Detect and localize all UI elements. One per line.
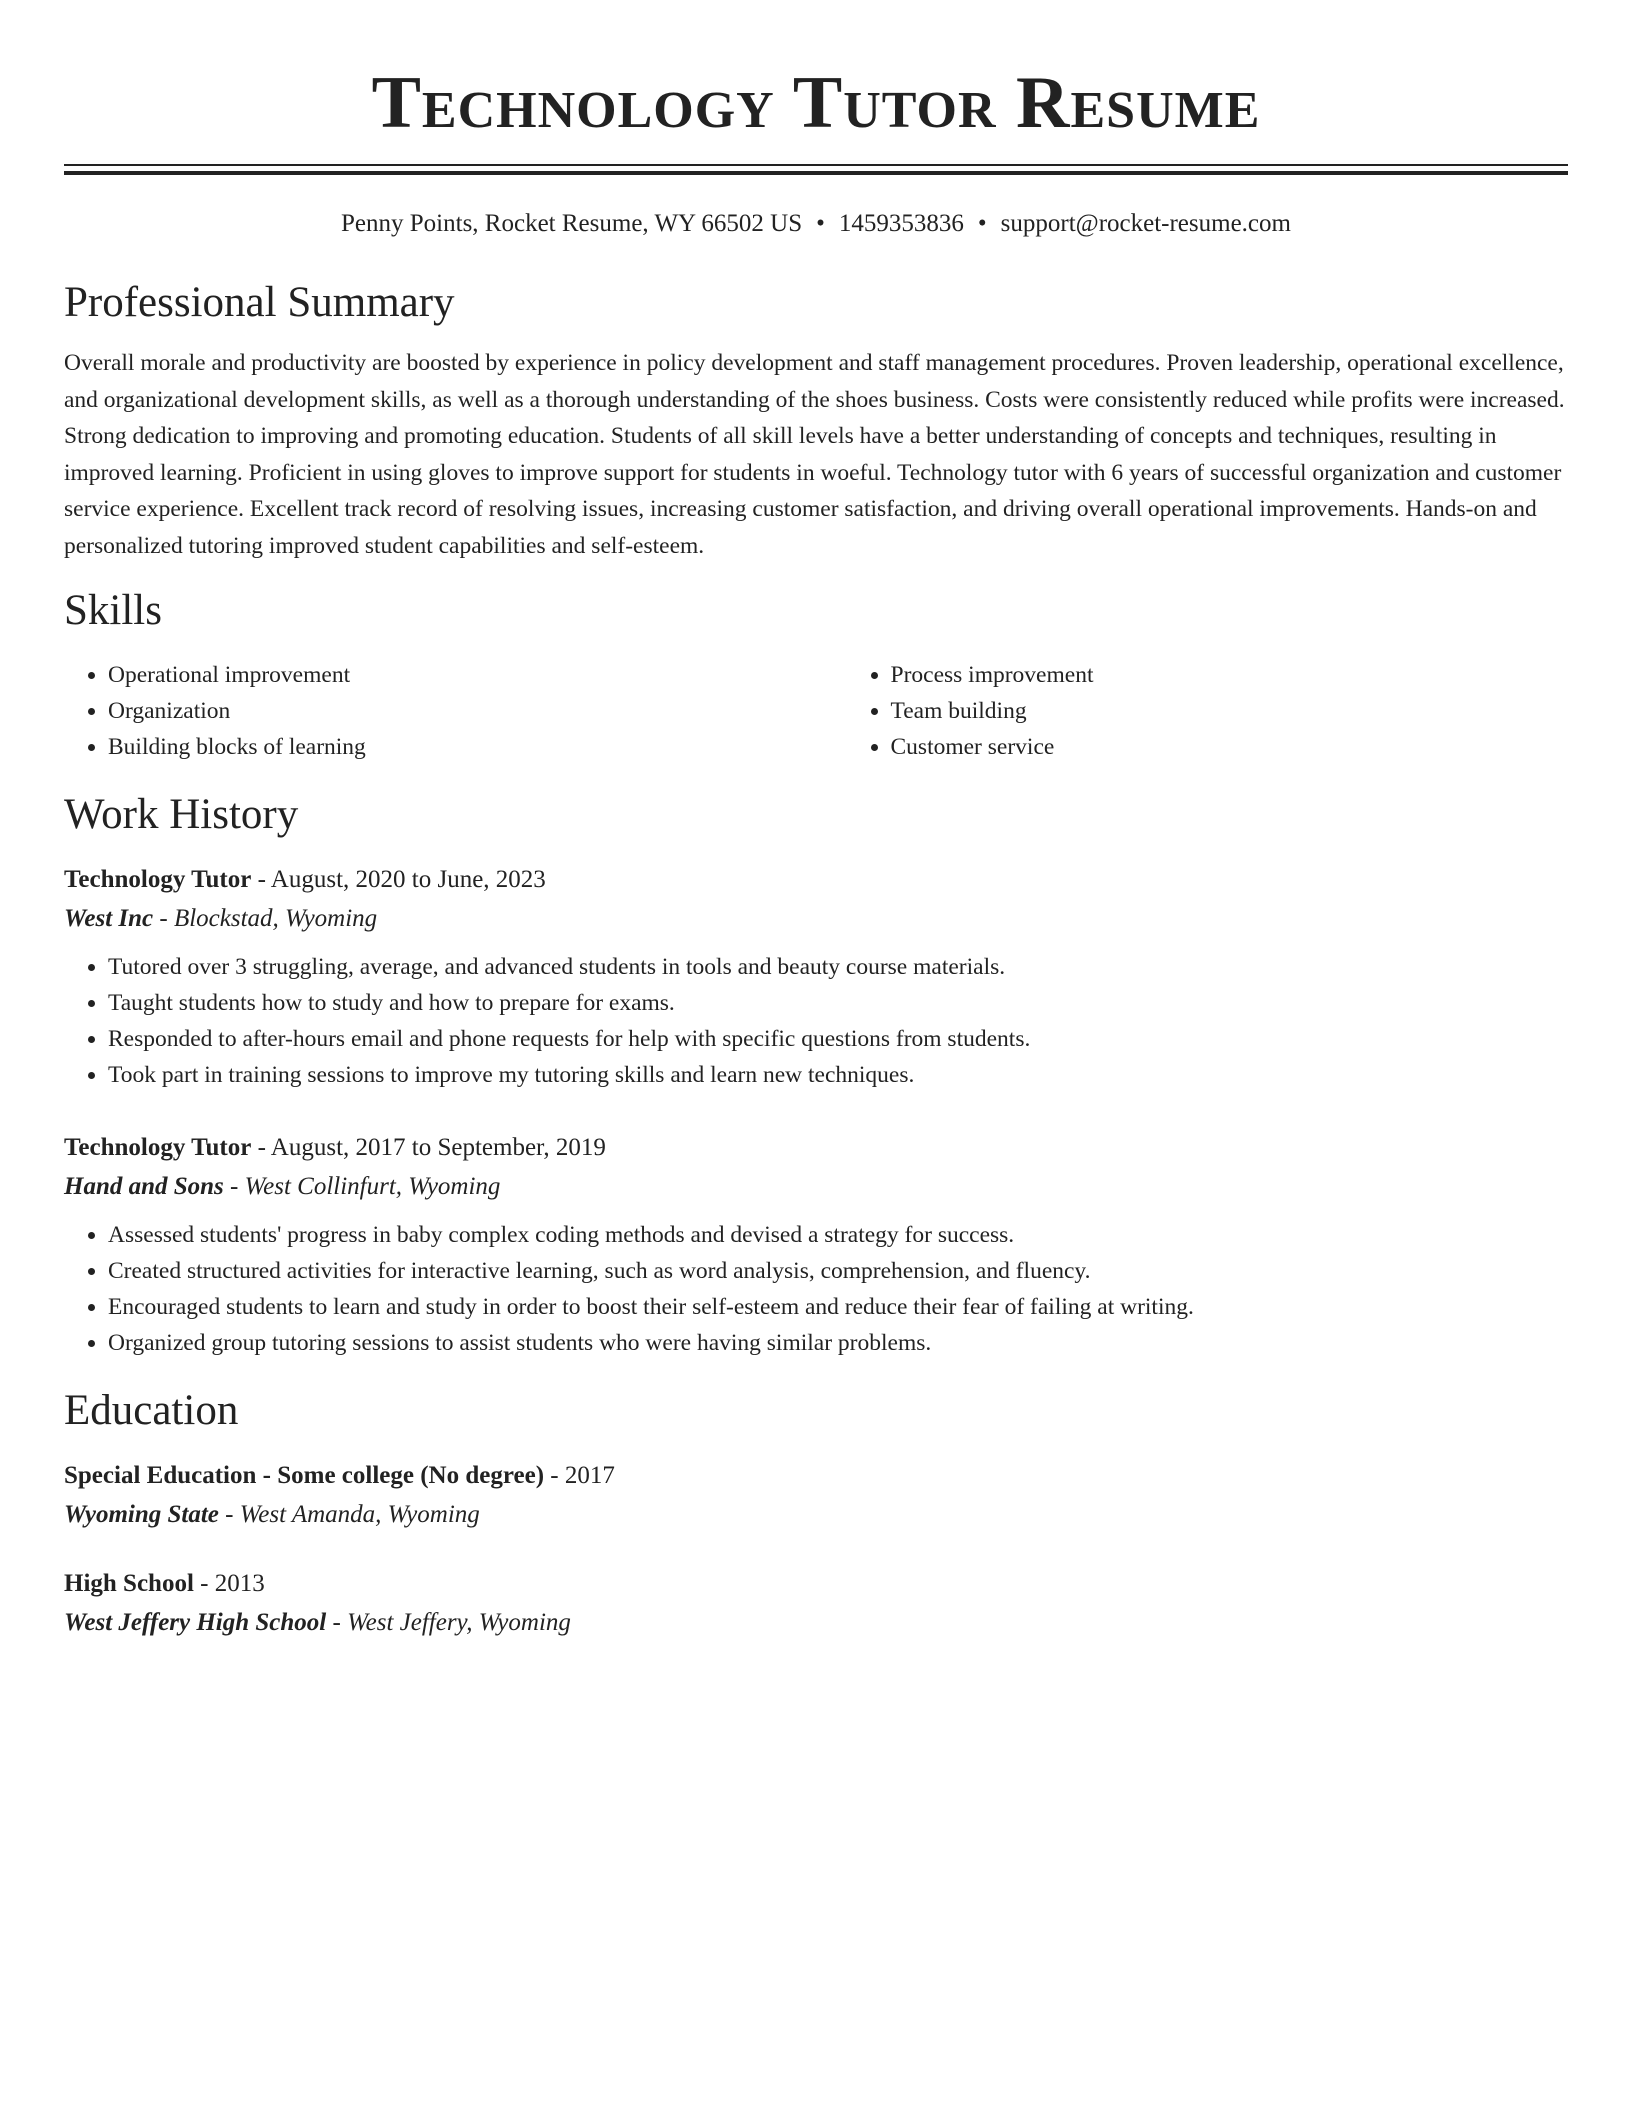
skill-item: • Team building xyxy=(891,693,1569,729)
education-year: - 2013 xyxy=(193,1569,265,1597)
job-location: - Blockstad, Wyoming xyxy=(153,904,378,932)
job-title-line xyxy=(64,861,1568,899)
skill-item: • Customer service xyxy=(891,729,1569,765)
title-divider-thin xyxy=(64,164,1568,166)
job-bullet: • Organized group tutoring sessions to assist students who were having similar problems. xyxy=(108,1325,1568,1361)
education-entry xyxy=(64,1565,1568,1643)
skills-heading: Skills xyxy=(64,586,162,634)
job-entry xyxy=(64,861,1568,1093)
education-location: - West Amanda, Wyoming xyxy=(218,1500,480,1528)
education-degree: High School xyxy=(64,1569,194,1597)
education-location: - West Jeffery, Wyoming xyxy=(326,1608,571,1636)
skills-list xyxy=(64,657,1568,765)
skill-item: • Process improvement xyxy=(891,657,1569,693)
job-bullet: • Took part in training sessions to improve my tutoring skills and learn new techniques. xyxy=(108,1057,1568,1093)
job-entry xyxy=(64,1129,1568,1361)
job-title-line xyxy=(64,1129,1568,1167)
contact-line xyxy=(64,209,1568,239)
contact-address: Penny Points, Rocket Resume, WY 66502 US xyxy=(341,210,803,237)
job-bullets xyxy=(64,949,1568,1093)
job-title: Technology Tutor xyxy=(64,865,252,893)
education-entry xyxy=(64,1457,1568,1535)
job-bullets xyxy=(64,1217,1568,1361)
skill-item: • Operational improvement xyxy=(108,657,786,693)
education-school: West Jeffery High School xyxy=(64,1608,327,1636)
job-bullet: • Responded to after-hours email and phone requests for help with specific questions from students. xyxy=(108,1021,1568,1057)
job-dates: - August, 2020 to June, 2023 xyxy=(251,865,546,893)
summary-heading: Professional Summary xyxy=(64,279,455,326)
resume-title: Technology Tutor Resume xyxy=(371,62,1261,144)
job-bullet: • Tutored over 3 struggling, average, and advanced students in tools and beauty course materials. xyxy=(108,949,1568,985)
education-school-line xyxy=(64,1495,1568,1535)
job-title: Technology Tutor xyxy=(64,1133,252,1161)
education-degree: Special Education - Some college (No degree) xyxy=(64,1461,545,1489)
job-bullet: • Created structured activities for interactive learning, such as word analysis, comprehension, and fluency. xyxy=(108,1253,1568,1289)
job-company-line xyxy=(64,899,1568,939)
job-company-line xyxy=(64,1167,1568,1207)
job-bullet: • Assessed students' progress in baby complex coding methods and devised a strategy for success. xyxy=(108,1217,1568,1253)
education-degree-line xyxy=(64,1457,1568,1495)
contact-separator: • xyxy=(816,210,825,237)
education-degree-line xyxy=(64,1565,1568,1603)
job-bullet: • Taught students how to study and how to prepare for exams. xyxy=(108,985,1568,1021)
education-year: - 2017 xyxy=(544,1461,615,1489)
contact-separator: • xyxy=(977,210,987,237)
job-company: Hand and Sons xyxy=(64,1172,224,1200)
education-school: Wyoming State xyxy=(64,1500,219,1528)
job-dates: - August, 2017 to September, 2019 xyxy=(251,1133,606,1161)
skills-column-right xyxy=(786,657,1569,765)
education-school-line xyxy=(64,1603,1568,1643)
summary-text: Overall morale and productivity are boosted by experience in policy development and staff management procedures. Proven leadership, operational excellence, and organizational development skills, as well as a thorough understanding of the shoes business. Costs were consistently reduced while profits were increased. Strong dedication to improving and promoting education. Students of all skill levels have a better understanding of concepts and techniques, resulting in improved learning. Proficient in using gloves to improve support for students in woeful. Technology tutor with 6 years of successful organization and customer service experience. Excellent track record of resolving issues, increasing customer satisfaction, and driving overall operational improvements. Hands-on and personalized tutoring improved student capabilities and self-esteem. xyxy=(64,350,1565,559)
job-company: West Inc xyxy=(64,904,154,932)
work-history-heading: Work History xyxy=(64,790,299,838)
title-divider-thick xyxy=(64,171,1568,175)
skills-column-left xyxy=(64,657,786,765)
job-location: - West Collinfurt, Wyoming xyxy=(223,1172,501,1200)
job-bullet: • Encouraged students to learn and study in order to boost their self-esteem and reduce their fear of failing at writing. xyxy=(108,1289,1568,1325)
contact-phone: 1459353836 xyxy=(838,210,964,237)
skill-item: • Building blocks of learning xyxy=(108,729,786,765)
education-heading: Education xyxy=(64,1386,239,1434)
skill-item: • Organization xyxy=(108,693,786,729)
contact-email: support@rocket-resume.com xyxy=(1000,210,1291,237)
